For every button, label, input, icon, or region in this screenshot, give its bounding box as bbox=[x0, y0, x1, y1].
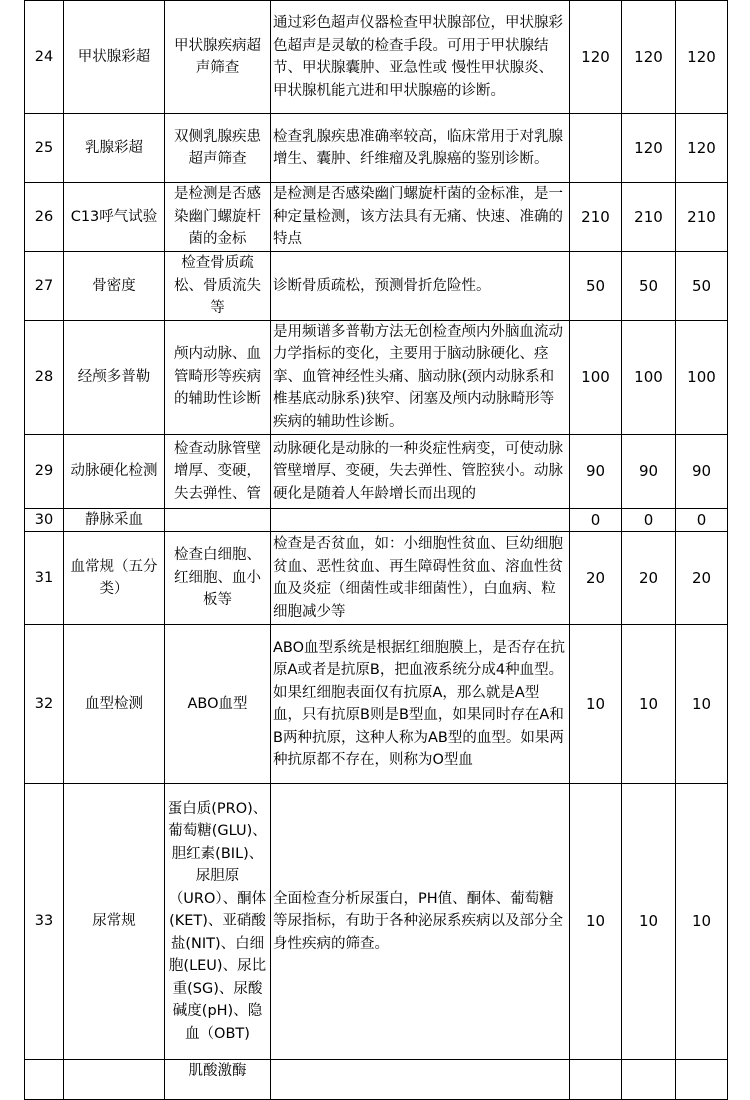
price-2: 120 bbox=[622, 1, 676, 114]
item-purpose bbox=[165, 508, 271, 532]
item-description: ABO血型系统是根据红细胞膜上，是否存在抗原A或者是抗原B，把血液系统分成4种血型。如果红细胞表面仅有抗原A，那么就是A型血，只有抗原B则是B型血，如果同时存在A和B两种抗原，这种人称为AB型的血型。如果两种抗原都不存在，则称为O型血 bbox=[271, 625, 570, 784]
row-number bbox=[25, 1060, 64, 1100]
price-1: 10 bbox=[570, 784, 622, 1060]
price-2: 90 bbox=[622, 434, 676, 508]
price-1: 120 bbox=[570, 1, 622, 114]
item-name: C13呼气试验 bbox=[64, 183, 165, 252]
item-description bbox=[271, 1060, 570, 1100]
price-2: 120 bbox=[622, 114, 676, 183]
price-3: 120 bbox=[676, 1, 728, 114]
item-purpose: 检查骨质疏松、骨质流失等 bbox=[165, 252, 271, 321]
price-2: 210 bbox=[622, 183, 676, 252]
row-number: 29 bbox=[25, 434, 64, 508]
item-name: 尿常规 bbox=[64, 784, 165, 1060]
table-row bbox=[25, 532, 728, 625]
exam-items-table bbox=[24, 0, 728, 1100]
table-row bbox=[25, 508, 728, 532]
table-row bbox=[25, 183, 728, 252]
price-1: 90 bbox=[570, 434, 622, 508]
price-1 bbox=[570, 114, 622, 183]
price-1: 10 bbox=[570, 625, 622, 784]
row-number: 25 bbox=[25, 114, 64, 183]
table-row bbox=[25, 252, 728, 321]
item-name: 静脉采血 bbox=[64, 508, 165, 532]
item-purpose bbox=[165, 434, 271, 508]
item-name: 经颅多普勒 bbox=[64, 320, 165, 434]
item-purpose: 甲状腺疾病超声筛查 bbox=[165, 1, 271, 114]
price-3: 20 bbox=[676, 532, 728, 625]
row-number: 24 bbox=[25, 1, 64, 114]
price-3 bbox=[676, 1060, 728, 1100]
item-name: 血常规（五分类） bbox=[64, 532, 165, 625]
item-description: 检查是否贫血，如：小细胞性贫血、巨幼细胞贫血、恶性贫血、再生障碍性贫血、溶血性贫血及炎症（细菌性或非细菌性），白血病、粒细胞减少等 bbox=[271, 532, 570, 625]
row-number: 33 bbox=[25, 784, 64, 1060]
price-3: 100 bbox=[676, 320, 728, 434]
price-2 bbox=[622, 1060, 676, 1100]
item-purpose-text: 检查动脉管壁增厚、变硬，失去弹性、管 bbox=[174, 440, 261, 502]
table-row bbox=[25, 1, 728, 114]
price-3: 0 bbox=[676, 508, 728, 532]
item-purpose: 双侧乳腺疾患超声筛查 bbox=[165, 114, 271, 183]
price-1 bbox=[570, 1060, 622, 1100]
item-purpose: ABO血型 bbox=[165, 625, 271, 784]
price-1: 20 bbox=[570, 532, 622, 625]
price-3: 50 bbox=[676, 252, 728, 321]
price-2: 50 bbox=[622, 252, 676, 321]
item-description bbox=[271, 508, 570, 532]
table-row bbox=[25, 320, 728, 434]
table-row bbox=[25, 784, 728, 1060]
item-name: 乳腺彩超 bbox=[64, 114, 165, 183]
price-2: 100 bbox=[622, 320, 676, 434]
row-number: 31 bbox=[25, 532, 64, 625]
item-purpose: 是检测是否感染幽门螺旋杆菌的金标 bbox=[165, 183, 271, 252]
item-description: 是用频谱多普勒方法无创检查颅内外脑血流动力学指标的变化，主要用于脑动脉硬化、痉挛、血管神经性头痛、脑动脉(颈内动脉系和椎基底动脉系)狭窄、闭塞及颅内动脉畸形等疾病的辅助性诊断。 bbox=[271, 320, 570, 434]
row-number: 26 bbox=[25, 183, 64, 252]
price-3: 210 bbox=[676, 183, 728, 252]
price-1: 50 bbox=[570, 252, 622, 321]
price-2: 10 bbox=[622, 625, 676, 784]
price-1: 210 bbox=[570, 183, 622, 252]
item-description: 通过彩色超声仪器检查甲状腺部位，甲状腺彩色超声是灵敏的检查手段。可用于甲状腺结节、甲状腺囊肿、亚急性或 慢性甲状腺炎、甲状腺机能亢进和甲状腺癌的诊断。 bbox=[271, 1, 570, 114]
item-name: 骨密度 bbox=[64, 252, 165, 321]
price-2: 0 bbox=[622, 508, 676, 532]
price-3: 10 bbox=[676, 784, 728, 1060]
item-description-text: 动脉硬化是动脉的一种炎症性病变，可使动脉管壁增厚、变硬，失去弹性、管腔狭小。动脉硬化是随着人年龄增长而出现的 bbox=[273, 440, 563, 502]
price-1: 0 bbox=[570, 508, 622, 532]
item-name: 动脉硬化检测 bbox=[64, 434, 165, 508]
item-purpose: 颅内动脉、血管畸形等疾病的辅助性诊断 bbox=[165, 320, 271, 434]
item-name bbox=[64, 1060, 165, 1100]
item-description: 检查乳腺疾患准确率较高，临床常用于对乳腺增生、囊肿、纤维瘤及乳腺癌的鉴别诊断。 bbox=[271, 114, 570, 183]
row-number: 28 bbox=[25, 320, 64, 434]
row-number: 27 bbox=[25, 252, 64, 321]
price-2: 10 bbox=[622, 784, 676, 1060]
price-2: 20 bbox=[622, 532, 676, 625]
item-name: 血型检测 bbox=[64, 625, 165, 784]
item-description: 诊断骨质疏松，预测骨折危险性。 bbox=[271, 252, 570, 321]
table-row bbox=[25, 434, 728, 508]
item-purpose: 检查白细胞、红细胞、血小板等 bbox=[165, 532, 271, 625]
item-description bbox=[271, 434, 570, 508]
price-3: 10 bbox=[676, 625, 728, 784]
price-1: 100 bbox=[570, 320, 622, 434]
table-row bbox=[25, 625, 728, 784]
item-name: 甲状腺彩超 bbox=[64, 1, 165, 114]
row-number: 32 bbox=[25, 625, 64, 784]
item-purpose: 蛋白质(PRO)、葡萄糖(GLU)、胆红素(BIL)、尿胆原（URO）、酮体(KET)、亚硝酸盐(NIT)、白细胞(LEU)、尿比重(SG)、尿酸碱度(pH)、隐血（OBT) bbox=[165, 784, 271, 1060]
item-purpose: 肌酸激酶 bbox=[165, 1060, 271, 1100]
price-3: 120 bbox=[676, 114, 728, 183]
item-description: 全面检查分析尿蛋白，PH值、酮体、葡萄糖等尿指标，有助于各种泌尿系疾病以及部分全身性疾病的筛查。 bbox=[271, 784, 570, 1060]
price-3: 90 bbox=[676, 434, 728, 508]
row-number: 30 bbox=[25, 508, 64, 532]
table-row bbox=[25, 114, 728, 183]
item-description: 是检测是否感染幽门螺旋杆菌的金标准，是一种定量检测，该方法具有无痛、快速、准确的特点 bbox=[271, 183, 570, 252]
table-row bbox=[25, 1060, 728, 1100]
